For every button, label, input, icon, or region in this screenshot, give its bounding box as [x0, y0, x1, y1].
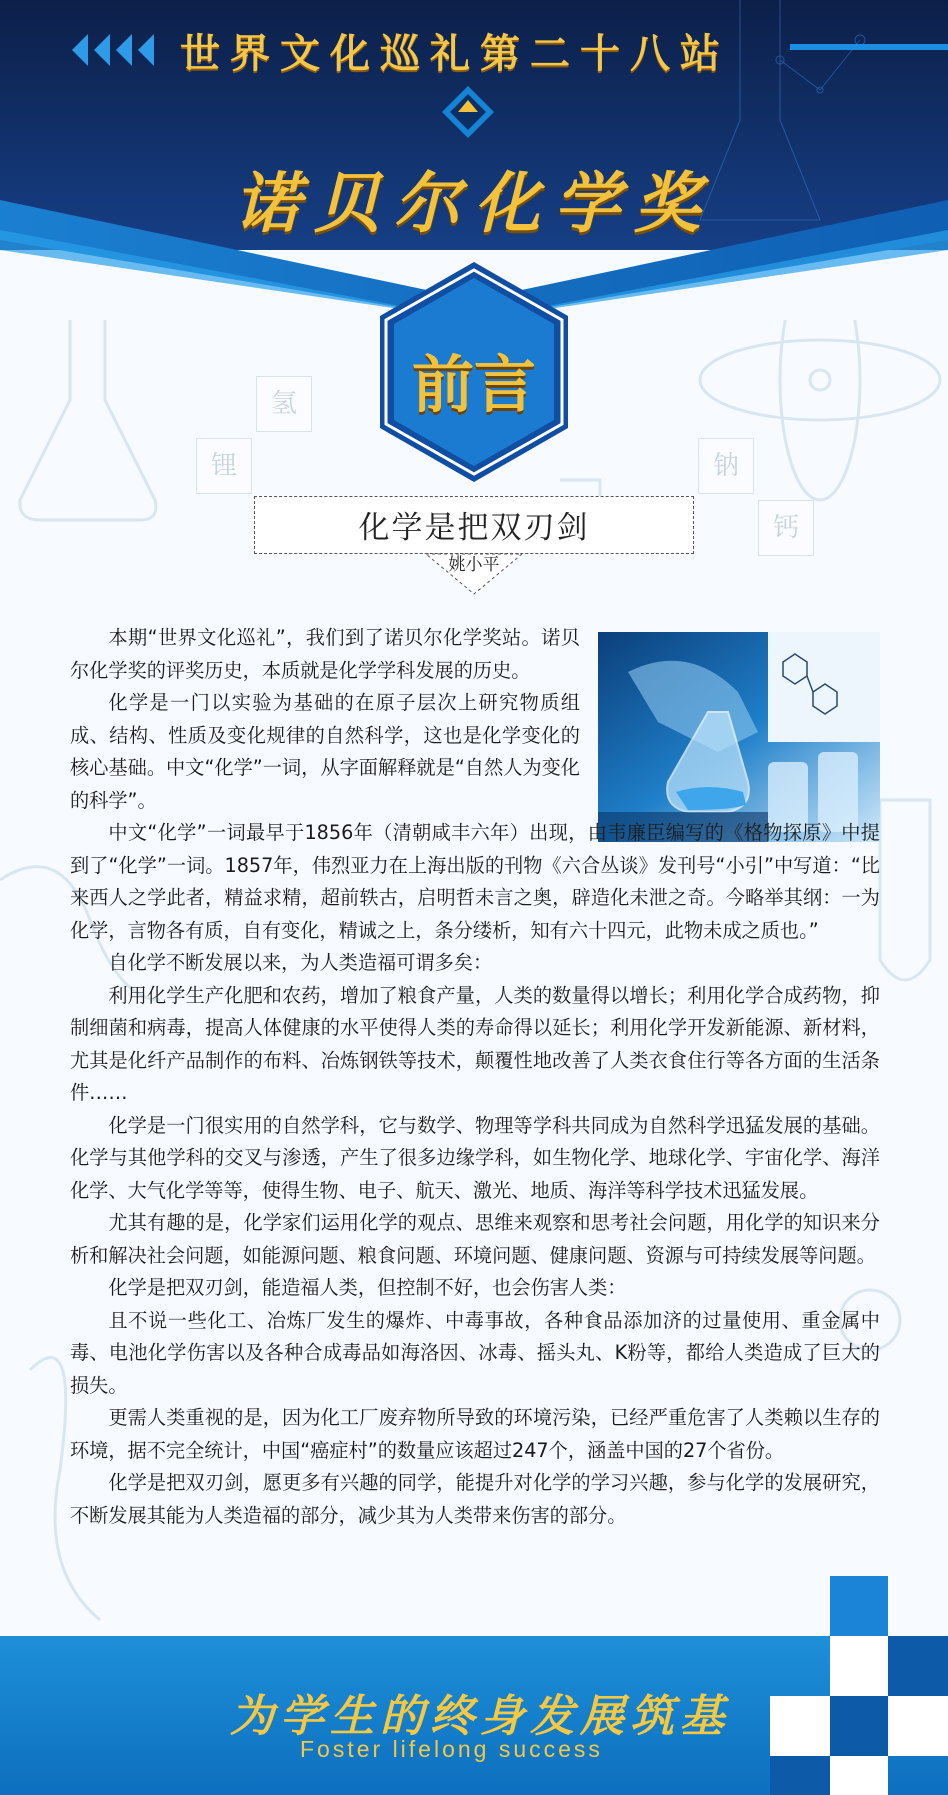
paragraph: 利用化学生产化肥和农药，增加了粮食产量，人类的数量得以增长；利用化学合成药物，抑制细菌和病毒，提高人体健康的水平使得人类的寿命得以延长；利用化学开发新能源、新材料，尤其是化纤产品制作的布料、冶炼钢铁等技术，颠覆性地改善了人类衣食住行等各方面的生活条件…… — [70, 983, 880, 1104]
element-tile-hydrogen: 氢 — [256, 376, 312, 432]
preface-label: 前言 — [411, 348, 536, 421]
paragraph: 化学是把双刃剑，愿更多有兴趣的同学，能提升对化学的学习兴趣，参与化学的发展研究，不断发展其能为人类造福的部分，减少其为人类带来伤害的部分。 — [70, 1471, 880, 1527]
element-tile-lithium: 锂 — [196, 438, 252, 494]
paragraph: 尤其有趣的是，化学家们运用化学的观点、思维来观察和思考社会问题，用化学的知识来分析和解决社会问题，如能源问题、粮食问题、环境问题、健康问题、资源与可持续发展等问题。 — [70, 1211, 880, 1267]
paragraph: 且不说一些化工、冶炼厂发生的爆炸、中毒事故，各种食品添加济的过量使用、重金属中毒、电池化学伤害以及各种合成毒品如海洛因、冰毒、摇头丸、K粉等，都给人类造成了巨大的损失。 — [70, 1308, 880, 1397]
footer-slogan-chinese: 为学生的终身发展筑基 — [230, 1691, 730, 1742]
article-title: 化学是把双刃剑 — [358, 510, 590, 546]
article-author: 姚小平 — [448, 555, 500, 575]
paragraph: 更需人类重视的是，因为化工厂废弃物所导致的环境污染，已经严重危害了人类赖以生存的环境，据不完全统计，中国“癌症村”的数量应该超过247个，涵盖中国的27个省份。 — [70, 1406, 880, 1462]
paragraph: 化学是把双刃剑，能造福人类，但控制不好，也会伤害人类： — [108, 1276, 627, 1299]
paragraph: 中文“化学”一词最早于1856年（清朝咸丰六年）出现，由韦廉臣编写的《格物探原》中提到了“化学”一词。1857年，伟烈亚力在上海出版的刊物《六合丛谈》发刊号“小引”中写道：“比来西人之学此者，精益求精，超前轶古，启明哲未言之奥，辟造化未泄之奇。今略举其纲：一为化学，言物各有质，自有变化，精诚之上，条分缕析，知有六十四元，此物未成之质也。” — [70, 821, 880, 942]
diamond-ornament-icon — [440, 84, 496, 140]
checkerboard-ornament — [770, 1576, 948, 1795]
chevron-arrows-icon — [72, 30, 168, 70]
footer-slogan-english: Foster lifelong success — [300, 1736, 603, 1762]
paragraph: 本期“世界文化巡礼”，我们到了诺贝尔化学奖站。诺贝尔化学奖的评奖历史，本质就是化学学科发展的历史。 — [70, 626, 580, 682]
element-tile-sodium: 钠 — [698, 438, 754, 494]
paragraph: 化学是一门以实验为基础的在原子层次上研究物质组成、结构、性质及变化规律的自然科学，这也是化学变化的核心基础。中文“化学”一词，从字面解释就是“自然人为变化的科学”。 — [70, 691, 580, 812]
article-body — [70, 622, 880, 1532]
paragraph: 自化学不断发展以来，为人类造福可谓多矣： — [108, 951, 493, 974]
paragraph: 化学是一门很实用的自然学科，它与数学、物理等学科共同成为自然科学迅猛发展的基础。化学与其他学科的交叉与渗透，产生了很多边缘学科，如生物化学、地球化学、宇宙化学、海洋化学、大气化学等等，使得生物、电子、航天、激光、地质、海洋等科学技术迅猛发展。 — [70, 1113, 880, 1202]
station-title: 世界文化巡礼第二十八站 — [180, 31, 730, 77]
prize-title: 诺贝尔化学奖 — [234, 164, 714, 242]
element-tile-calcium: 钙 — [758, 500, 814, 556]
